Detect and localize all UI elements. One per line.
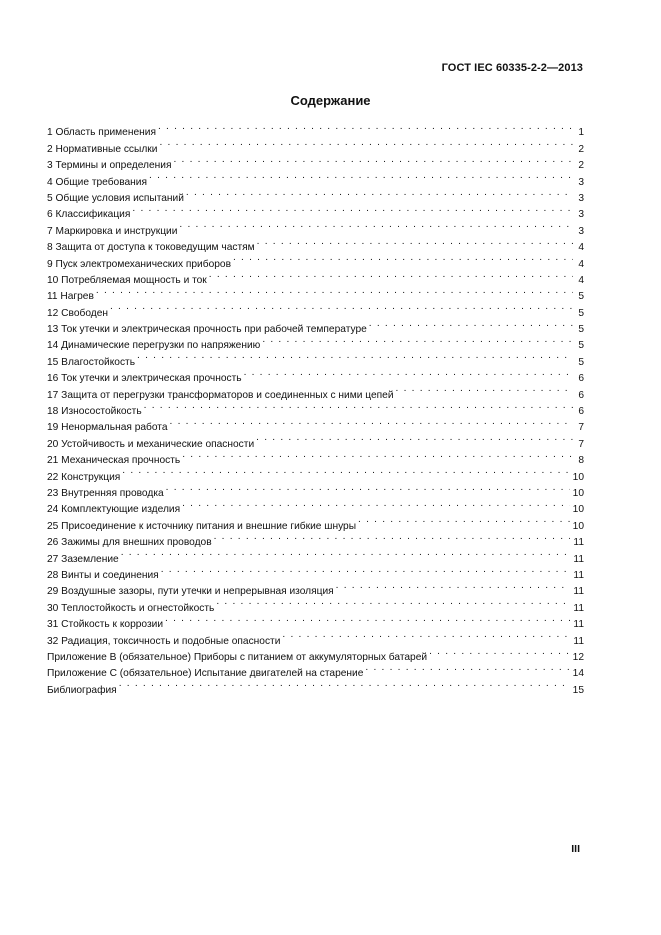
toc-entry-label: 16 Ток утечки и электрическая прочность bbox=[47, 373, 242, 385]
toc-entry-page: 11 bbox=[573, 586, 584, 598]
toc-entry-page: 11 bbox=[573, 569, 584, 581]
toc-dot-leader bbox=[173, 152, 573, 168]
toc-entry-label: 12 Свободен bbox=[47, 307, 108, 319]
toc-dot-leader bbox=[186, 185, 573, 201]
toc-entry-page: 4 bbox=[578, 242, 584, 254]
toc-entry-page: 11 bbox=[573, 619, 584, 631]
toc-dot-leader bbox=[158, 119, 573, 135]
toc-entry-label: 15 Влагостойкость bbox=[47, 356, 136, 368]
toc-dot-leader bbox=[144, 398, 573, 414]
toc-entry-label: 31 Стойкость к коррозии bbox=[47, 619, 164, 631]
toc-entry-page: 6 bbox=[578, 373, 584, 385]
toc-dot-leader bbox=[396, 381, 573, 397]
toc-dot-leader bbox=[161, 562, 571, 578]
toc-entry-page: 5 bbox=[578, 356, 584, 368]
toc-entry-label: 8 Защита от доступа к токоведущим частям bbox=[47, 242, 255, 254]
toc-dot-leader bbox=[132, 201, 573, 217]
toc-entry-label: 13 Ток утечки и электрическая прочность при рабочей температуре bbox=[47, 324, 367, 336]
toc-dot-leader bbox=[214, 529, 571, 545]
toc-dot-leader bbox=[182, 496, 570, 512]
toc-entry bbox=[47, 480, 584, 499]
toc-dot-leader bbox=[336, 578, 571, 594]
toc-entry-page: 1 bbox=[578, 127, 584, 139]
toc-dot-leader bbox=[119, 676, 570, 692]
toc-entry-page: 10 bbox=[572, 504, 584, 516]
toc-entry-label: 7 Маркировка и инструкции bbox=[47, 225, 178, 237]
toc-dot-leader bbox=[256, 430, 573, 446]
toc-dot-leader bbox=[429, 644, 570, 660]
toc-dot-leader bbox=[179, 217, 573, 233]
toc-entry-page: 11 bbox=[573, 602, 584, 614]
toc-entry-page: 12 bbox=[572, 651, 584, 663]
page-number: III bbox=[571, 843, 580, 855]
toc-entry-label: 28 Винты и соединения bbox=[47, 569, 159, 581]
toc-entry bbox=[47, 119, 584, 139]
toc-entry-label: 23 Внутренняя проводка bbox=[47, 487, 164, 499]
toc-entry-label: 3 Термины и определения bbox=[47, 160, 172, 172]
toc-entry-page: 10 bbox=[572, 520, 584, 532]
toc-dot-leader bbox=[369, 316, 573, 332]
toc-entry-page: 3 bbox=[578, 192, 584, 204]
toc-entry-page: 14 bbox=[572, 668, 584, 680]
toc-dot-leader bbox=[149, 168, 573, 184]
toc-entry-label: 21 Механическая прочность bbox=[47, 455, 181, 467]
toc-entry-label: 24 Комплектующие изделия bbox=[47, 504, 181, 516]
toc-entry bbox=[47, 463, 584, 483]
toc-dot-leader bbox=[282, 627, 570, 643]
toc-dot-leader bbox=[96, 283, 573, 299]
toc-entry-label: 22 Конструкция bbox=[47, 471, 121, 483]
toc-entry-label: 30 Теплостойкость и огнестойкость bbox=[47, 602, 215, 614]
toc-entry-label: 18 Износостойкость bbox=[47, 406, 142, 418]
toc-dot-leader bbox=[122, 463, 569, 479]
toc-entry-page: 10 bbox=[572, 471, 584, 483]
toc-title: Содержание bbox=[290, 93, 371, 108]
toc-dot-leader bbox=[257, 234, 573, 250]
toc-dot-leader bbox=[110, 299, 573, 315]
toc-entry-label: Библиография bbox=[47, 684, 117, 696]
toc-dot-leader bbox=[209, 267, 573, 283]
toc-entry-label: 6 Классификация bbox=[47, 209, 131, 221]
toc-entry bbox=[47, 316, 584, 336]
toc-dot-leader bbox=[166, 480, 570, 496]
toc-dot-leader bbox=[165, 611, 570, 627]
toc-entry bbox=[47, 545, 584, 565]
toc-entry-label: 32 Радиация, токсичность и подобные опасности bbox=[47, 635, 281, 647]
toc-entry-page: 2 bbox=[578, 143, 584, 155]
toc-entry-page: 10 bbox=[572, 487, 584, 499]
toc-entry-page: 15 bbox=[572, 684, 584, 696]
toc-dot-leader bbox=[170, 414, 573, 430]
toc-entry-page: 11 bbox=[573, 537, 584, 549]
toc-entry-page: 8 bbox=[578, 455, 584, 467]
toc-entry-page: 5 bbox=[578, 340, 584, 352]
toc-entry-label: 26 Зажимы для внешних проводов bbox=[47, 537, 212, 549]
toc-entry-page: 3 bbox=[578, 176, 584, 188]
toc-entry-label: 29 Воздушные зазоры, пути утечки и непрерывная изоляция bbox=[47, 586, 334, 598]
toc-entry-page: 4 bbox=[578, 258, 584, 270]
toc-entry-label: 27 Заземление bbox=[47, 553, 119, 565]
toc-entry-page: 3 bbox=[578, 209, 584, 221]
document-code: ГОСТ IEC 60335-2-2—2013 bbox=[441, 62, 583, 74]
toc-entry-label: 14 Динамические перегрузки по напряжению bbox=[47, 340, 261, 352]
toc-entry bbox=[47, 283, 584, 303]
toc-entry-label: 11 Нагрев bbox=[47, 291, 94, 303]
toc-entry-label: 5 Общие условия испытаний bbox=[47, 192, 184, 204]
toc-entry-label: 25 Присоединение к источнику питания и внешние гибкие шнуры bbox=[47, 520, 357, 532]
toc-entry-page: 7 bbox=[578, 422, 584, 434]
toc-entry-label: Приложение В (обязательное) Приборы с питанием от аккумуляторных батарей bbox=[47, 651, 428, 663]
toc-entry-page: 5 bbox=[578, 291, 584, 303]
toc-dot-leader bbox=[244, 365, 573, 381]
toc-entry-label: 20 Устойчивость и механические опасности bbox=[47, 438, 255, 450]
table-of-contents bbox=[47, 119, 584, 696]
toc-dot-leader bbox=[159, 135, 573, 151]
toc-entry-page: 11 bbox=[573, 635, 584, 647]
toc-entry-page: 6 bbox=[578, 406, 584, 418]
toc-dot-leader bbox=[233, 250, 573, 266]
toc-entry-page: 5 bbox=[578, 307, 584, 319]
toc-entry-page: 6 bbox=[578, 389, 584, 401]
toc-dot-leader bbox=[182, 447, 573, 463]
toc-entry bbox=[47, 299, 584, 319]
toc-entry-page: 4 bbox=[578, 274, 584, 286]
toc-entry-label: 17 Защита от перегрузки трансформаторов и соединенных с ними цепей bbox=[47, 389, 394, 401]
toc-dot-leader bbox=[121, 545, 571, 561]
toc-entry bbox=[47, 562, 584, 581]
toc-dot-leader bbox=[262, 332, 573, 348]
toc-entry-label: Приложение С (обязательное) Испытание двигателей на старение bbox=[47, 668, 364, 680]
toc-entry-label: 19 Ненормальная работа bbox=[47, 422, 168, 434]
toc-entry-label: 1 Область применения bbox=[47, 127, 156, 139]
toc-entry-page: 5 bbox=[578, 324, 584, 336]
toc-entry-label: 4 Общие требования bbox=[47, 176, 148, 188]
toc-dot-leader bbox=[216, 594, 570, 610]
toc-entry-page: 7 bbox=[578, 438, 584, 450]
toc-dot-leader bbox=[365, 660, 569, 676]
toc-entry-label: 10 Потребляемая мощность и ток bbox=[47, 274, 207, 286]
toc-entry-page: 11 bbox=[573, 553, 584, 565]
toc-dot-leader bbox=[358, 512, 570, 528]
toc-entry bbox=[47, 676, 584, 696]
toc-entry-label: 2 Нормативные ссылки bbox=[47, 143, 158, 155]
toc-entry-label: 9 Пуск электромеханических приборов bbox=[47, 258, 231, 270]
toc-entry-page: 2 bbox=[578, 160, 584, 172]
toc-dot-leader bbox=[137, 348, 573, 364]
toc-entry-page: 3 bbox=[578, 225, 584, 237]
